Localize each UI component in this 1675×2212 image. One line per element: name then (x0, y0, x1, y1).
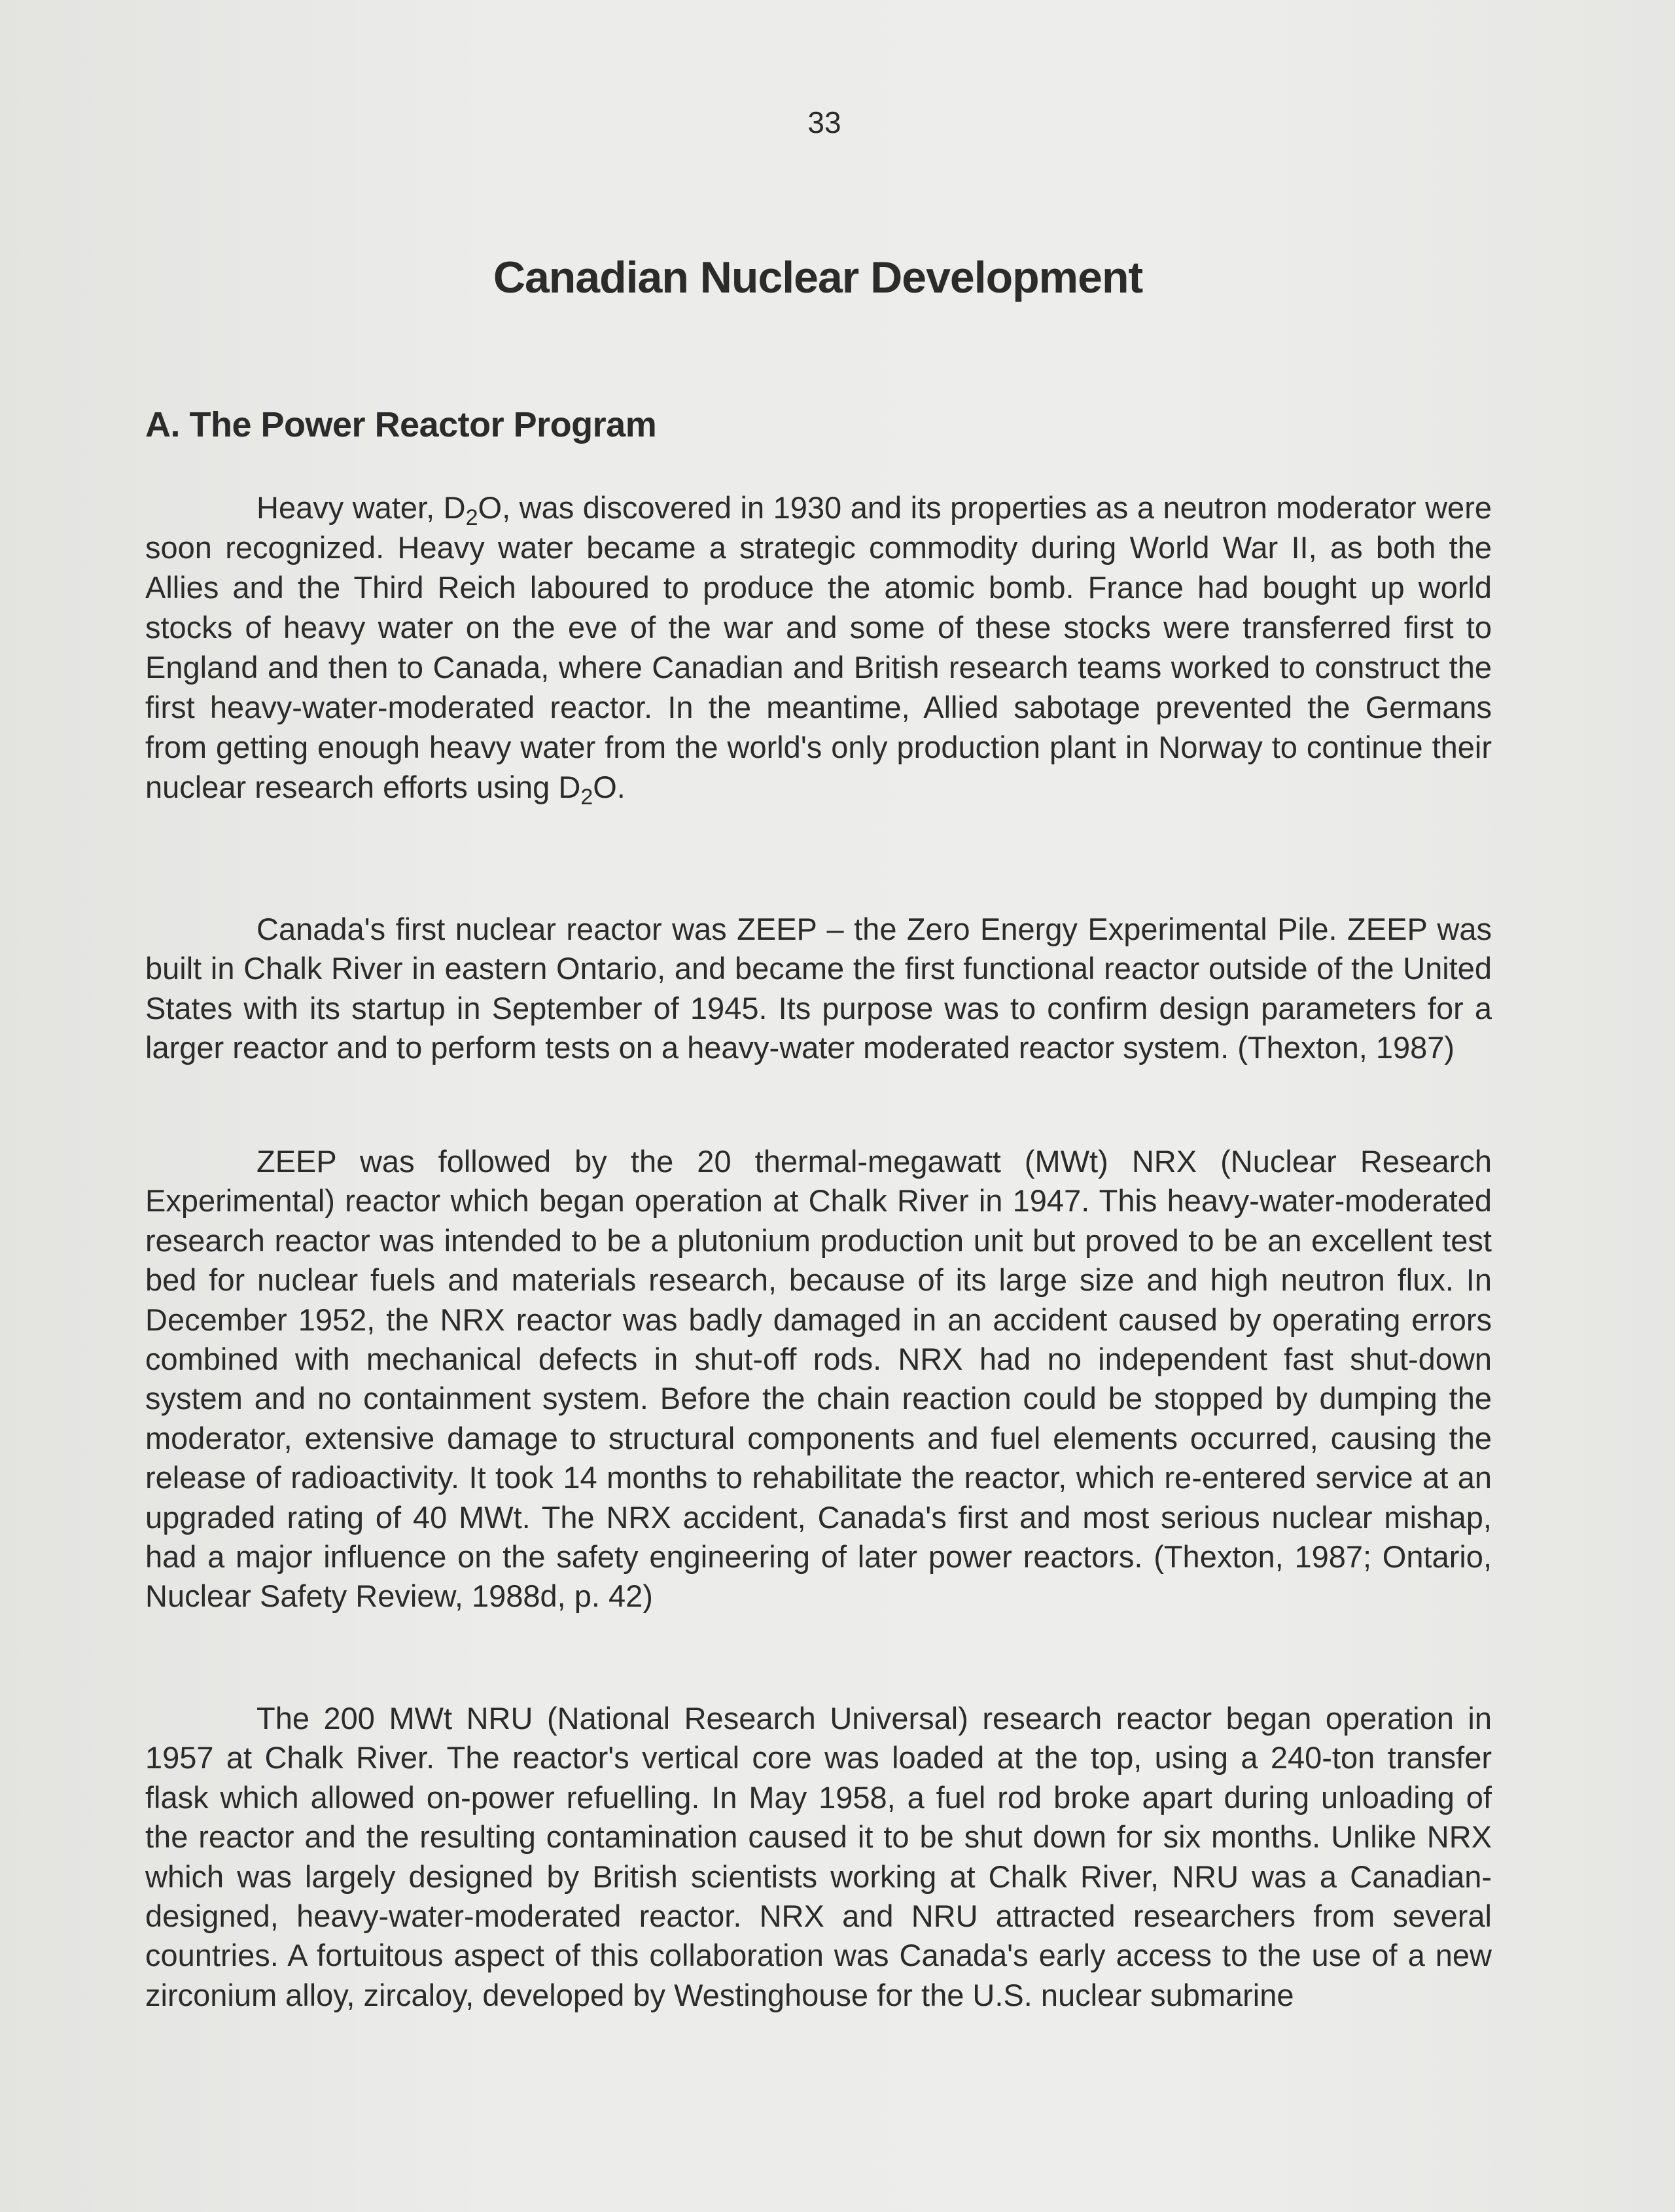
paragraph-zeep: Canada's first nuclear reactor was ZEEP – the Zero Energy Experimental Pile. ZEEP was built in Chalk River in eastern Ontario, and became the first functional reactor outside of the United States with its startup in September of 1945. Its purpose was to confirm design parameters for a larger reactor and to perform tests on a heavy-water moderated reactor system. (Thexton, 1987) (145, 912, 1492, 1065)
paragraph-text: O, was discovered in 1930 and its properties as a neutron moderator were soon recognized. Heavy water became a strategic commodity during World War II, as both the Allies and the Third Reich laboured to produce the atomic bomb. France had bought up world stocks of heavy water on the eve of the war and some of these stocks were transferred first to England and then to Canada, where Canadian and British research teams worked to construct the first heavy-water-moderated reactor. In the meantime, Allied sabotage prevented the Germans from getting enough heavy water from the world's only production plant in Norway to continue their nuclear research efforts using D (145, 490, 1492, 804)
paragraph-text: O. (593, 770, 626, 804)
section-heading: A. The Power Reactor Program (145, 405, 657, 444)
page-title: Canadian Nuclear Development (493, 253, 1143, 302)
paragraph-nru: The 200 MWt NRU (National Research Universal) research reactor began operation in 1957 at Chalk River. The reactor's vertical core was loaded at the top, using a 240-ton transfer flask which allowed on-power refuelling. In May 1958, a fuel rod broke apart during unloading of the reactor and the resulting contamination caused it to be shut down for six months. Unlike NRX which was largely designed by British scientists working at Chalk River, NRU was a Canadian-designed, heavy-water-moderated reactor. NRX and NRU attracted researchers from several countries. A fortuitous aspect of this collaboration was Canada's early access to the use of a new zirconium alloy, zircaloy, developed by Westinghouse for the U.S. nuclear submarine (145, 1701, 1492, 2012)
paragraph-text: Heavy water, D (256, 490, 466, 525)
subscript: 2 (580, 785, 593, 810)
paragraph-nrx: ZEEP was followed by the 20 thermal-megawatt (MWt) NRX (Nuclear Research Experimental) reactor which began operation at Chalk River in 1947. This heavy-water-moderated research reactor was intended to be a plutonium production unit but proved to be an excellent test bed for nuclear fuels and materials research, because of its large size and high neutron flux. In December 1952, the NRX reactor was badly damaged in an accident caused by operating errors combined with mechanical defects in shut-off rods. NRX had no independent fast shut-down system and no containment system. Before the chain reaction could be stopped by dumping the moderator, extensive damage to structural components and fuel elements occurred, causing the release of radioactivity. It took 14 months to rehabilitate the reactor, which re-entered service at an upgraded rating of 40 MWt. The NRX accident, Canada's first and most serious nuclear mishap, had a major influence on the safety engineering of later power reactors. (Thexton, 1987; Ontario, Nuclear Safety Review, 1988d, p. 42) (145, 1144, 1492, 1614)
subscript: 2 (465, 505, 478, 530)
paragraph-heavy-water (145, 488, 1492, 810)
page-number: 33 (807, 105, 841, 139)
